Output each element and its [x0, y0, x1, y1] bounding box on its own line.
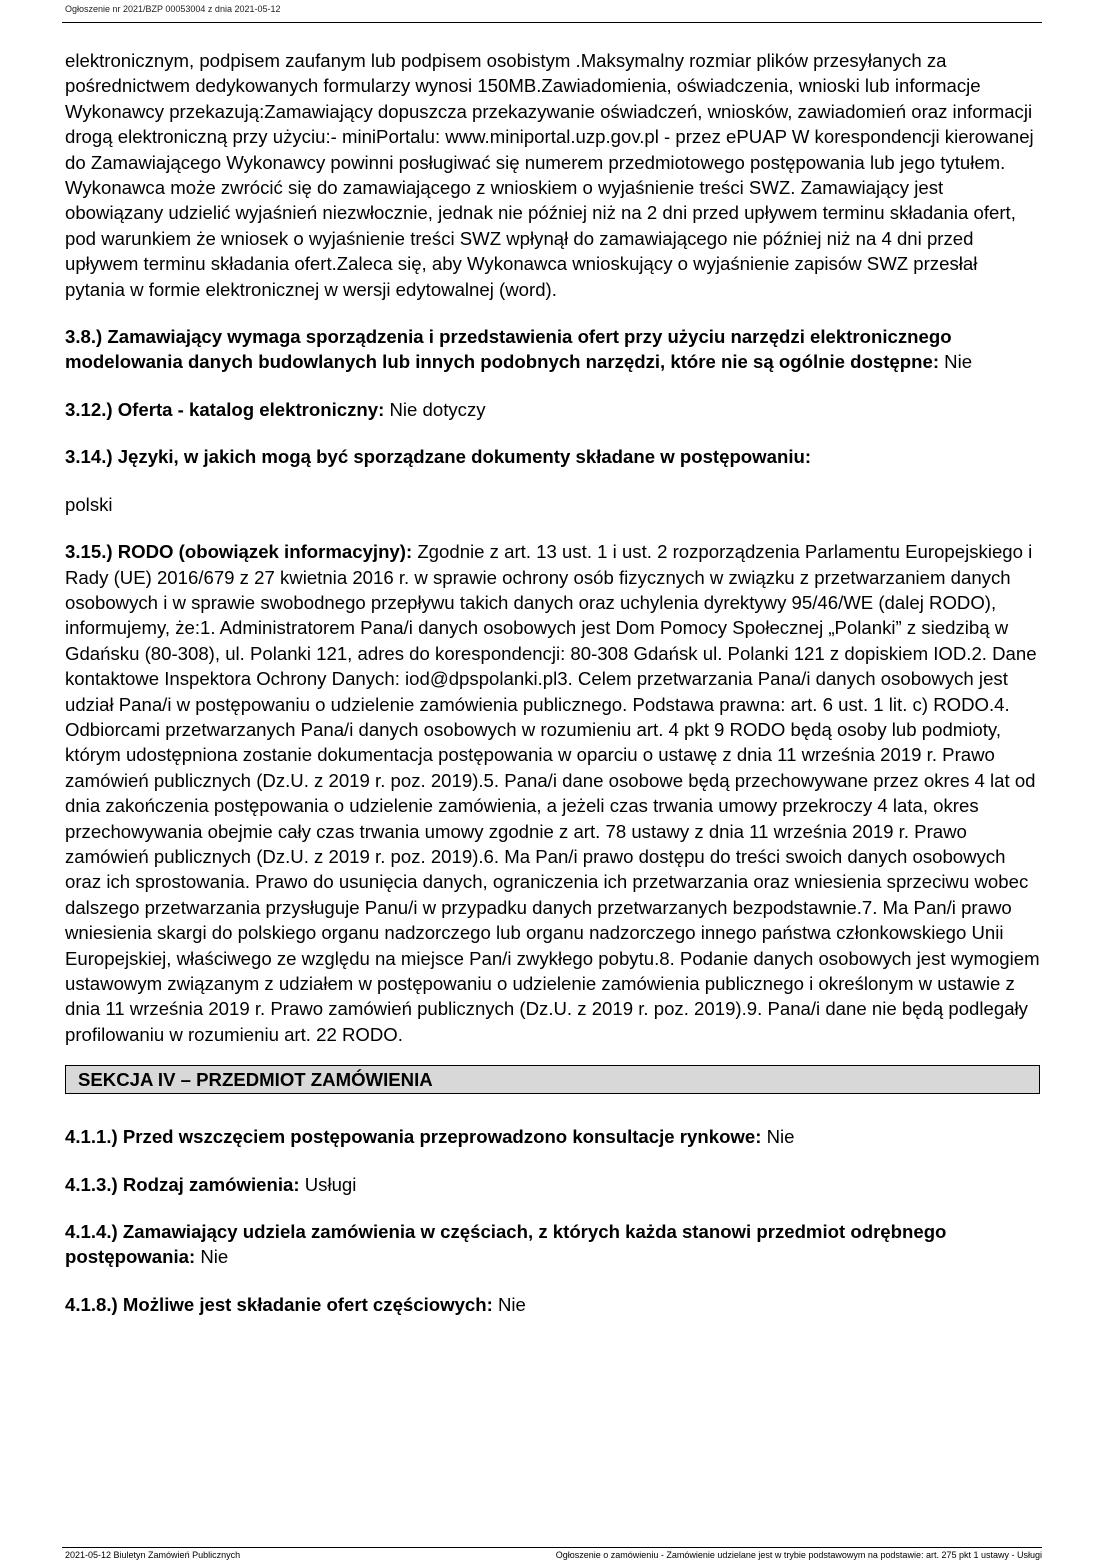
item-3-8-label: 3.8.) Zamawiający wymaga sporządzenia i przedstawienia ofert przy użyciu narzędzi elektronicznego modelowania danych budowlanych lub innych podobnych narzędzi, które nie są ogólnie dostępne:: [65, 326, 952, 373]
item-3-14-label: 3.14.) Języki, w jakich mogą być sporządzane dokumenty składane w postępowaniu:: [65, 446, 812, 468]
section-iv-heading: SEKCJA IV – PRZEDMIOT ZAMÓWIENIA: [65, 1065, 1040, 1094]
item-4-1-8-label: 4.1.8.) Możliwe jest składanie ofert częściowych:: [65, 1293, 493, 1315]
item-3-12: [65, 397, 1040, 422]
document-body: [65, 48, 1040, 1317]
item-3-15: [65, 539, 1040, 1047]
item-4-1-4-value: Nie: [195, 1246, 229, 1268]
item-3-12-value: Nie dotyczy: [384, 398, 486, 420]
item-3-15-label: 3.15.) RODO (obowiązek informacyjny):: [65, 541, 413, 563]
item-3-8: [65, 324, 1040, 375]
item-4-1-4-label: 4.1.4.) Zamawiający udziela zamówienia w częściach, z których każda stanowi przedmiot odrębnego postępowania:: [65, 1221, 947, 1268]
item-4-1-1-label: 4.1.1.) Przed wszczęciem postępowania przeprowadzono konsultacje rynkowe:: [65, 1126, 762, 1148]
item-4-1-1-value: Nie: [761, 1126, 795, 1148]
item-3-12-label: 3.12.) Oferta - katalog elektroniczny:: [65, 398, 385, 420]
footer-right-text: Ogłoszenie o zamówieniu - Zamówienie udzielane jest w trybie podstawowym na podstawie: art. 275 pkt 1 ustawy - Usługi: [555, 1550, 1042, 1560]
page-header: Ogłoszenie nr 2021/BZP 00053004 z dnia 2021-05-12: [65, 4, 281, 14]
item-4-1-8-value: Nie: [492, 1293, 526, 1315]
intro-paragraph: elektronicznym, podpisem zaufanym lub podpisem osobistym .Maksymalny rozmiar plików przesyłanych za pośrednictwem dedykowanych formularzy wynosi 150MB.Zawiadomienia, oświadczenia, wnioski lub informacje Wykonawcy przekazują:Zamawiający dopuszcza przekazywanie oświadczeń, wniosków, zawiadomień oraz informacji drogą elektroniczną przy użyciu:- miniPortalu: www.miniportal.uzp.gov.pl - przez ePUAP W korespondencji kierowanej do Zamawiającego Wykonawcy powinni posługiwać się numerem przedmiotowego postępowania lub jego tytułem. Wykonawca może zwrócić się do zamawiającego z wnioskiem o wyjaśnienie treści SWZ. Zamawiający jest obowiązany udzielić wyjaśnień niezwłocznie, jednak nie później niż na 2 dni przed upływem terminu składania ofert, pod warunkiem że wniosek o wyjaśnienie treści SWZ wpłynął do zamawiającego nie później niż na 4 dni przed upływem terminu składania ofert.Zaleca się, aby Wykonawca wnioskujący o wyjaśnienie zapisów SWZ przesłał pytania w formie elektronicznej w wersji edytowalnej (word).: [65, 50, 1034, 300]
item-4-1-8: [65, 1292, 1040, 1317]
footer-divider: [62, 1547, 1042, 1548]
header-divider: [62, 22, 1042, 23]
item-3-14-value: polski: [65, 493, 113, 515]
item-4-1-3: [65, 1172, 1040, 1197]
item-4-1-3-label: 4.1.3.) Rodzaj zamówienia:: [65, 1173, 300, 1195]
item-4-1-1: [65, 1124, 1040, 1149]
item-4-1-4: [65, 1219, 1040, 1270]
item-3-15-value: Zgodnie z art. 13 ust. 1 i ust. 2 rozporządzenia Parlamentu Europejskiego i Rady (UE) 2016/679 z 27 kwietnia 2016 r. w sprawie ochrony osób fizycznych w związku z przetwarzaniem danych osobowych i w sprawie swobodnego przepływu takich danych oraz uchylenia dyrektywy 95/46/WE (dalej RODO), informujemy, że:1. Administratorem Pana/i danych osobowych jest Dom Pomocy Społecznej „Polanki” z siedzibą w Gdańsku (80-308), ul. Polanki 121, adres do korespondencji: 80-308 Gdańsk ul. Polanki 121 z dopiskiem IOD.2. Dane kontaktowe Inspektora Ochrony Danych: iod@dpspolanki.pl3. Celem przetwarzania Pana/i danych osobowych jest udział Pana/i w postępowaniu o udzielenie zamówienia publicznego. Podstawa prawna: art. 6 ust. 1 lit. c) RODO.4. Odbiorcami przetwarzanych Pana/i danych osobowych w rozumieniu art. 4 pkt 9 RODO będą osoby lub podmioty, którym udostępniona zostanie dokumentacja postępowania w oparciu o ustawę z dnia 11 września 2019 r. Prawo zamówień publicznych (Dz.U. z 2019 r. poz. 2019).5. Pana/i dane osobowe będą przechowywane przez okres 4 lat od dnia zakończenia postępowania o udzielenie zamówienia, a jeżeli czas trwania umowy przekroczy 4 lata, okres przechowywania obejmie cały czas trwania umowy zgodnie z art. 78 ustawy z dnia 11 września 2019 r. Prawo zamówień publicznych (Dz.U. z 2019 r. poz. 2019).6. Ma Pan/i prawo dostępu do treści swoich danych osobowych oraz ich sprostowania. Prawo do usunięcia danych, ograniczenia ich przetwarzania oraz wniesienia sprzeciwu wobec dalszego przetwarzania przysługuje Panu/i w przypadku danych przetwarzanych bezpodstawnie.7. Ma Pan/i prawo wniesienia skargi do polskiego organu nadzorczego lub organu nadzorczego innego państwa członkowskiego Unii Europejskiej, właściwego ze względu na miejsce Pan/i zwykłego pobytu.8. Podanie danych osobowych jest wymogiem ustawowym związanym z udziałem w postępowaniu o udzielenie zamówienia publicznego i określonym w ustawie z dnia 11 września 2019 r. Prawo zamówień publicznych (Dz.U. z 2019 r. poz. 2019).9. Pana/i dane nie będą podlegały profilowaniu w rozumieniu art. 22 RODO.: [65, 541, 1040, 1045]
footer-left-text: 2021-05-12 Biuletyn Zamówień Publicznych: [65, 1550, 241, 1560]
item-3-8-value: Nie: [939, 351, 973, 373]
item-4-1-3-value: Usługi: [299, 1173, 357, 1195]
